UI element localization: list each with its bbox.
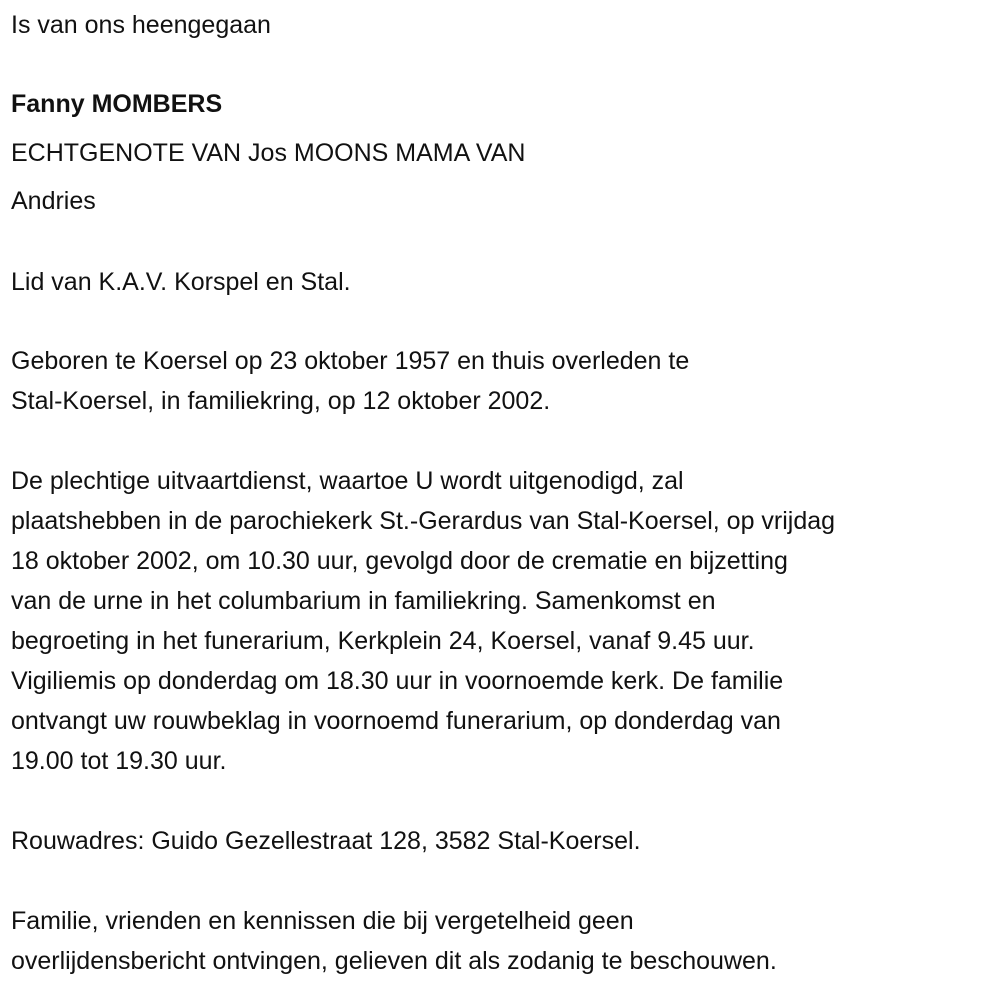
closing-line: Familie, vrienden en kennissen die bij vergetelheid geen [11,907,634,935]
birth-death-line: Stal-Koersel, in familiekring, op 12 oktober 2002. [11,387,551,415]
service-line: begroeting in het funerarium, Kerkplein 24, Koersel, vanaf 9.45 uur. [11,627,755,655]
intro-text: Is van ons heengegaan [11,11,271,39]
relation-line: ECHTGENOTE VAN Jos MOONS MAMA VAN [11,139,526,167]
service-line: Vigiliemis op donderdag om 18.30 uur in voornoemde kerk. De familie [11,667,784,695]
service-line: 19.00 tot 19.30 uur. [11,747,227,775]
mourning-address: Rouwadres: Guido Gezellestraat 128, 3582 Stal-Koersel. [11,827,641,855]
service-line: van de urne in het columbarium in familiekring. Samenkomst en [11,587,716,615]
birth-death-line: Geboren te Koersel op 23 oktober 1957 en thuis overleden te [11,347,690,375]
service-line: De plechtige uitvaartdienst, waartoe U wordt uitgenodigd, zal [11,467,684,495]
service-line: 18 oktober 2002, om 10.30 uur, gevolgd door de crematie en bijzetting [11,547,788,575]
relation-line: Andries [11,187,96,215]
closing-line: overlijdensbericht ontvingen, gelieven dit als zodanig te beschouwen. [11,947,777,975]
service-line: plaatshebben in de parochiekerk St.-Gerardus van Stal-Koersel, op vrijdag [11,507,836,535]
service-line: ontvangt uw rouwbeklag in voornoemd funerarium, op donderdag van [11,707,781,735]
membership-text: Lid van K.A.V. Korspel en Stal. [11,268,351,296]
deceased-name: Fanny MOMBERS [11,90,223,118]
